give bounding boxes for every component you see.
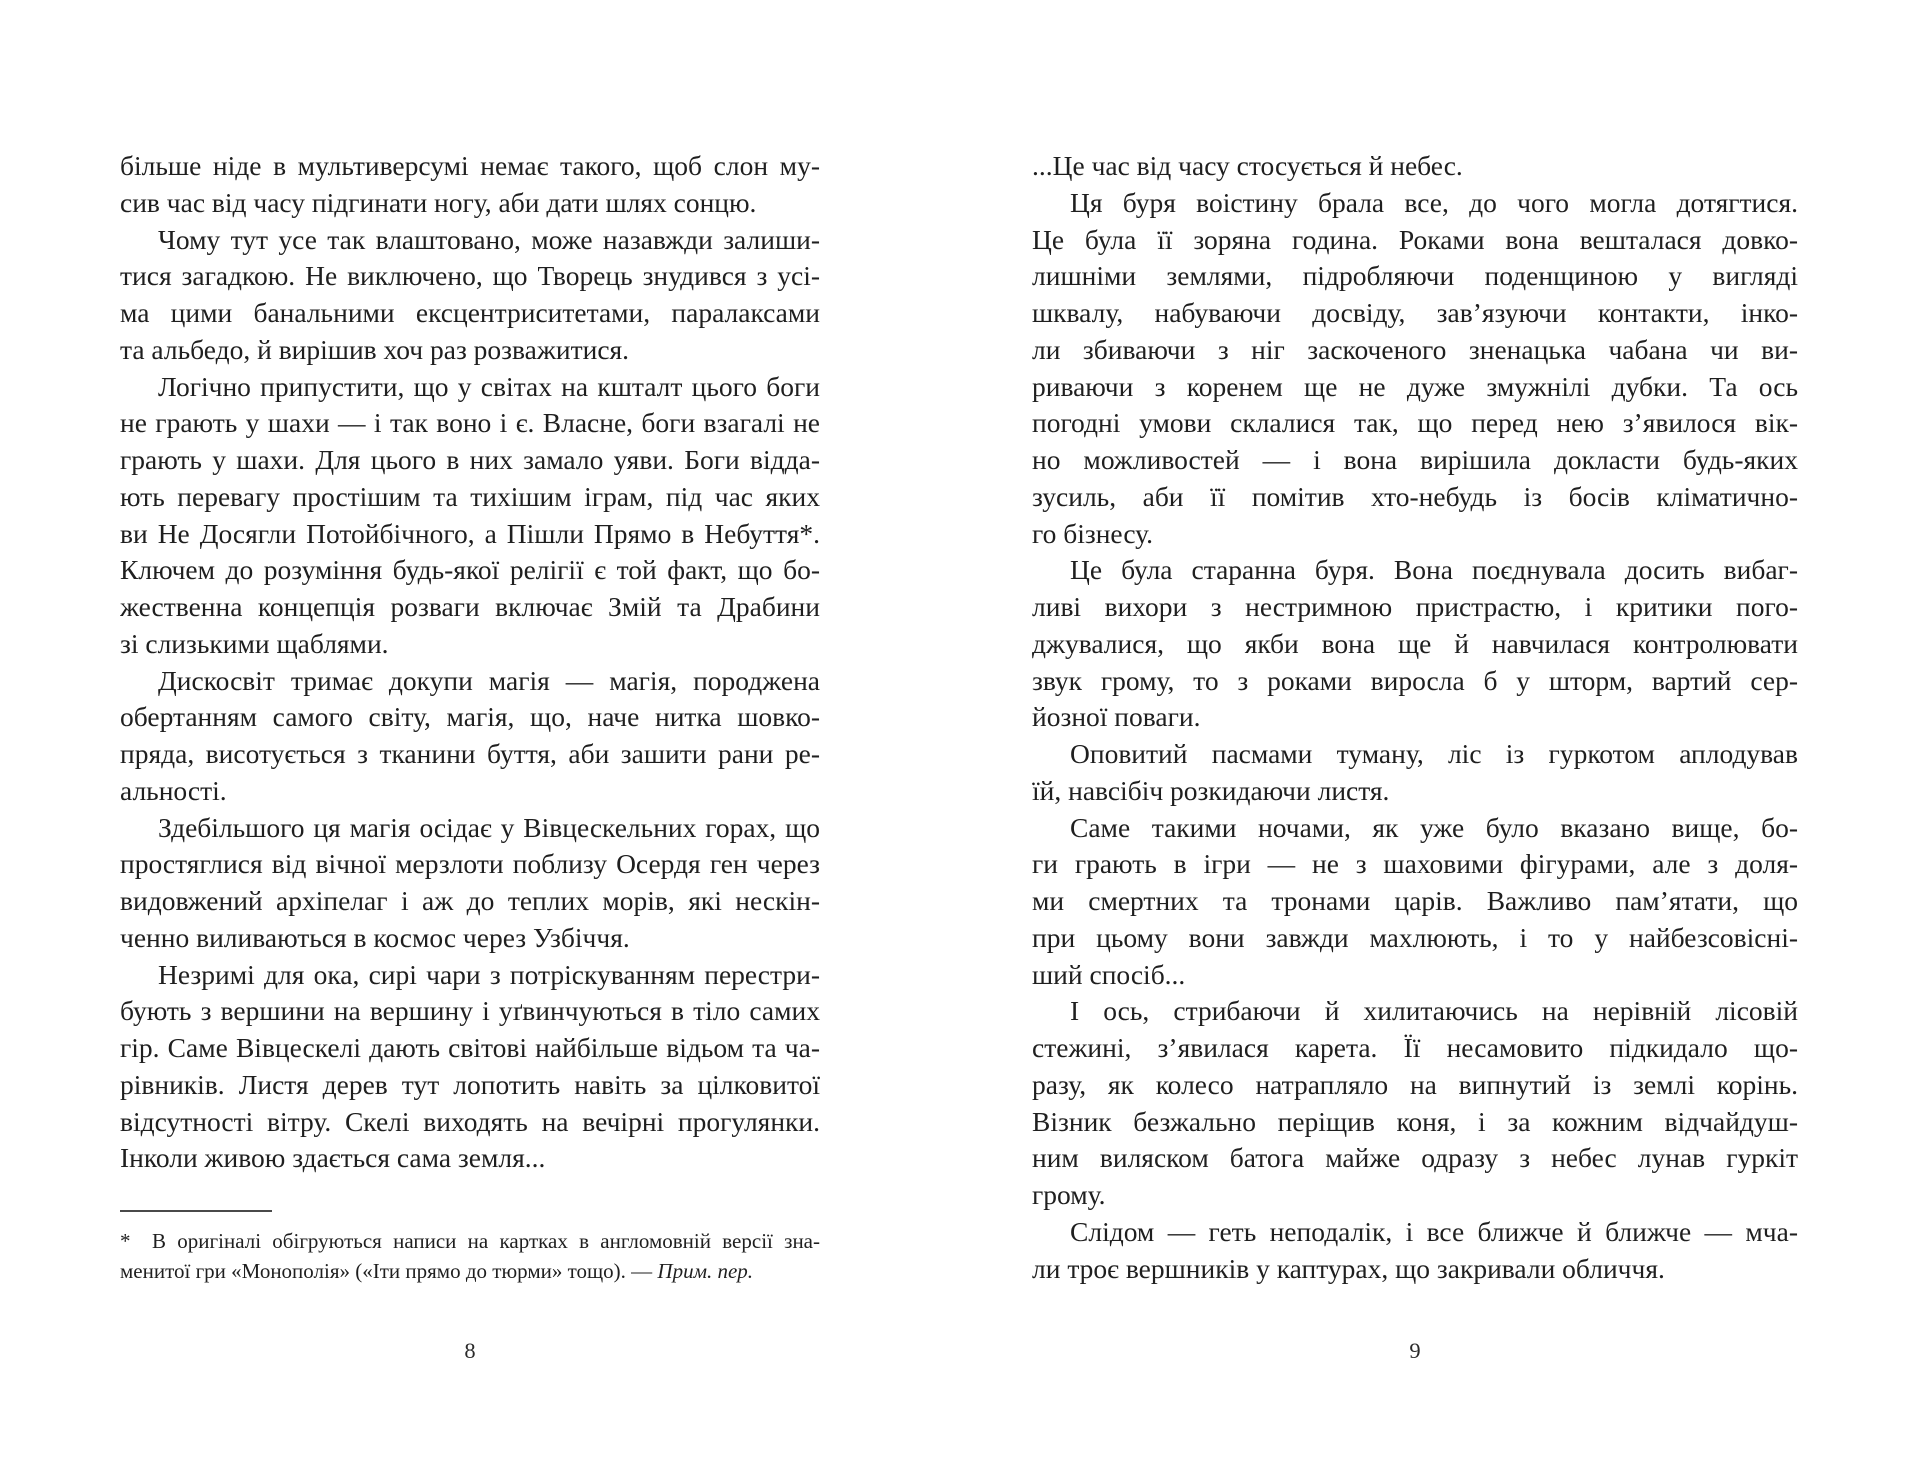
text-line: ма цими банальними ексцентриситетами, паралаксами [120,297,820,328]
footnote-translator-note: Прим. пер. [657,1259,754,1283]
text-line: гір. Саме Вівцескелі дають світові найбільше відьом та ча- [120,1032,820,1063]
text-line: Це була її зоряна година. Роками вона вешталася довко- [1032,223,1798,255]
text-line: І ось, стрибаючи й хилитаючись на нерівній лісовій [1070,995,1798,1027]
footnote-text: В оригіналі обігруються написи на картках в англомовній версії зна- [152,1229,820,1253]
footnote-divider [120,1210,272,1212]
text-line: відсутності вітру. Скелі виходять на вечірні прогулянки. [120,1105,820,1137]
text-line: при цьому вони завжди махлюють, і то у найбезсовісні- [1032,921,1798,953]
text-line: грають у шахи. Для цього в них замало уяви. Боги відда- [120,444,820,475]
text-line: Саме такими ночами, як уже було вказано вище, бо- [1070,811,1798,843]
text-line: ченно виливаються в космос через Узбіччя. [120,921,630,953]
paragraph [120,957,820,1178]
footnote-line [120,1256,820,1286]
text-line: ли збиваючи з ніг заскоченого зненацька чабана чи ви- [1032,333,1798,365]
text-line: Інколи живою здається сама земля... [120,1142,546,1174]
text-line: бують з вершини на вершину і уґвинчуються в тіло самих [120,995,820,1027]
text-line: Чому тут усе так влаштовано, може назавжди залиши- [158,223,820,255]
footnote [120,1210,820,1286]
right-page-text [1032,148,1798,1287]
paragraph [120,222,820,369]
text-line: жественна концепція розваги включає Змій та Драбини [120,591,820,622]
text-line: простяглися від вічної мерзлоти поблизу Осердя ген через [120,848,820,880]
text-line: Незримі для ока, сирі чари з потріскуванням перестри- [158,958,820,990]
text-line: лишніми землями, підробляючи поденщиною у вигляді [1032,260,1798,292]
text-line: рівників. Листя дерев тут лопотить навіть за цілковитої [120,1068,820,1100]
paragraph [1032,148,1798,185]
text-line: риваючи з коренем ще не дуже змужнілі дубки. Та ось [1032,370,1798,402]
text-line: більше ніде в мультиверсумі немає такого, щоб слон му- [120,150,820,181]
paragraph [1032,810,1798,994]
page-number-right: 9 [1409,1338,1421,1363]
paragraph [1032,736,1798,810]
footnote-marker: * [120,1229,131,1253]
text-line: ним виляском батога майже одразу з небес лунав гуркіт [1032,1142,1798,1174]
text-line: ли троє вершників у каптурах, що закривали обличчя. [1032,1252,1665,1284]
text-line: сив час від часу підгинати ногу, аби дати шлях сонцю. [120,186,757,218]
text-line: йозної поваги. [1032,701,1201,733]
text-line: стежині, з’явилася карета. Її несамовито підкидало що- [1032,1032,1798,1063]
text-line: ливі вихори з нестримною пристрастю, і критики пого- [1032,591,1798,622]
text-line: ший спосіб... [1032,958,1186,990]
left-page-text [120,148,820,1283]
paragraph [1032,993,1798,1214]
text-line: не грають у шахи — і так воно і є. Власне, боги взагалі не [120,407,820,439]
text-line: Візник безжально періщив коня, і за кожним відчайдуш- [1032,1105,1798,1137]
text-line: обертанням самого світу, магія, що, наче нитка шовко- [120,701,820,733]
paragraph [1032,185,1798,553]
text-line: ми смертних та тронами царів. Важливо пам’ятати, що [1032,885,1798,916]
text-line: альності. [120,774,227,806]
text-line: тися загадкою. Не виключено, що Творець знудився з усі- [120,260,820,292]
text-line: їй, навсібіч розкидаючи листя. [1032,774,1390,806]
text-line: видовжений архіпелаг і аж до теплих морів, які нескін- [120,885,820,916]
footnote-text: менитої гри «Монополія» («Іти прямо до тюрми» тощо). — [120,1259,658,1283]
text-line: погодні умови склалися так, що перед нею з’явилося вік- [1032,407,1798,439]
text-line: разу, як колесо натрапляло на випнутий із землі корінь. [1032,1068,1798,1100]
text-line: зусиль, аби її помітив хто-небудь із босів кліматично- [1032,480,1798,512]
text-line: та альбедо, й вирішив хоч раз розважитися. [120,333,630,365]
text-line: Слідом — геть неподалік, і все ближче й ближче — мча- [1070,1215,1798,1247]
text-line: джувалися, що якби вона ще й навчилася контролювати [1032,627,1798,659]
text-line: Ключем до розуміння будь-якої релігії є той факт, що бо- [120,554,820,586]
text-line: Це була старанна буря. Вона поєднувала досить вибаг- [1070,554,1798,586]
text-line: зі слизькими щаблями. [120,627,389,659]
paragraph [120,810,820,957]
text-line: шквалу, набуваючи досвіду, зав’язуючи контакти, інко- [1032,297,1798,328]
paragraph [1032,552,1798,736]
text-line: Здебільшого ця магія осідає у Вівцескельних горах, що [158,811,820,843]
text-line: но можливостей — і вона вирішила докласти будь-яких [1032,444,1798,475]
text-line: ...Це час від часу стосується й небес. [1032,150,1463,181]
text-line: звук грому, то з роками виросла б у шторм, вартий сер- [1032,664,1798,696]
text-line: Дискосвіт тримає докупи магія — магія, породжена [158,664,820,696]
text-line: ви Не Досягли Потойбічного, а Пішли Прямо в Небуття*. [120,517,820,549]
text-line: ги грають в ігри — не з шаховими фігурами, але з доля- [1032,848,1798,880]
text-line: Оповитий пасмами туману, ліс із гуркотом аплодував [1070,738,1798,769]
text-line: пряда, висотується з тканини буття, аби зашити рани ре- [120,738,820,769]
text-line: грому. [1032,1179,1106,1210]
paragraph [120,663,820,810]
text-line: го бізнесу. [1032,517,1154,549]
text-line: Логічно припустити, що у світах на кшталт цього боги [158,370,820,402]
paragraph [120,369,820,663]
text-line: Ця буря воістину брала все, до чого могла дотягтися. [1070,186,1798,218]
text-line: ють перевагу простішим та тихішим іграм, під час яких [120,480,820,512]
paragraph [1032,1214,1798,1288]
paragraph [120,148,820,222]
footnote-line [120,1226,820,1256]
page-number-left: 8 [464,1338,476,1363]
